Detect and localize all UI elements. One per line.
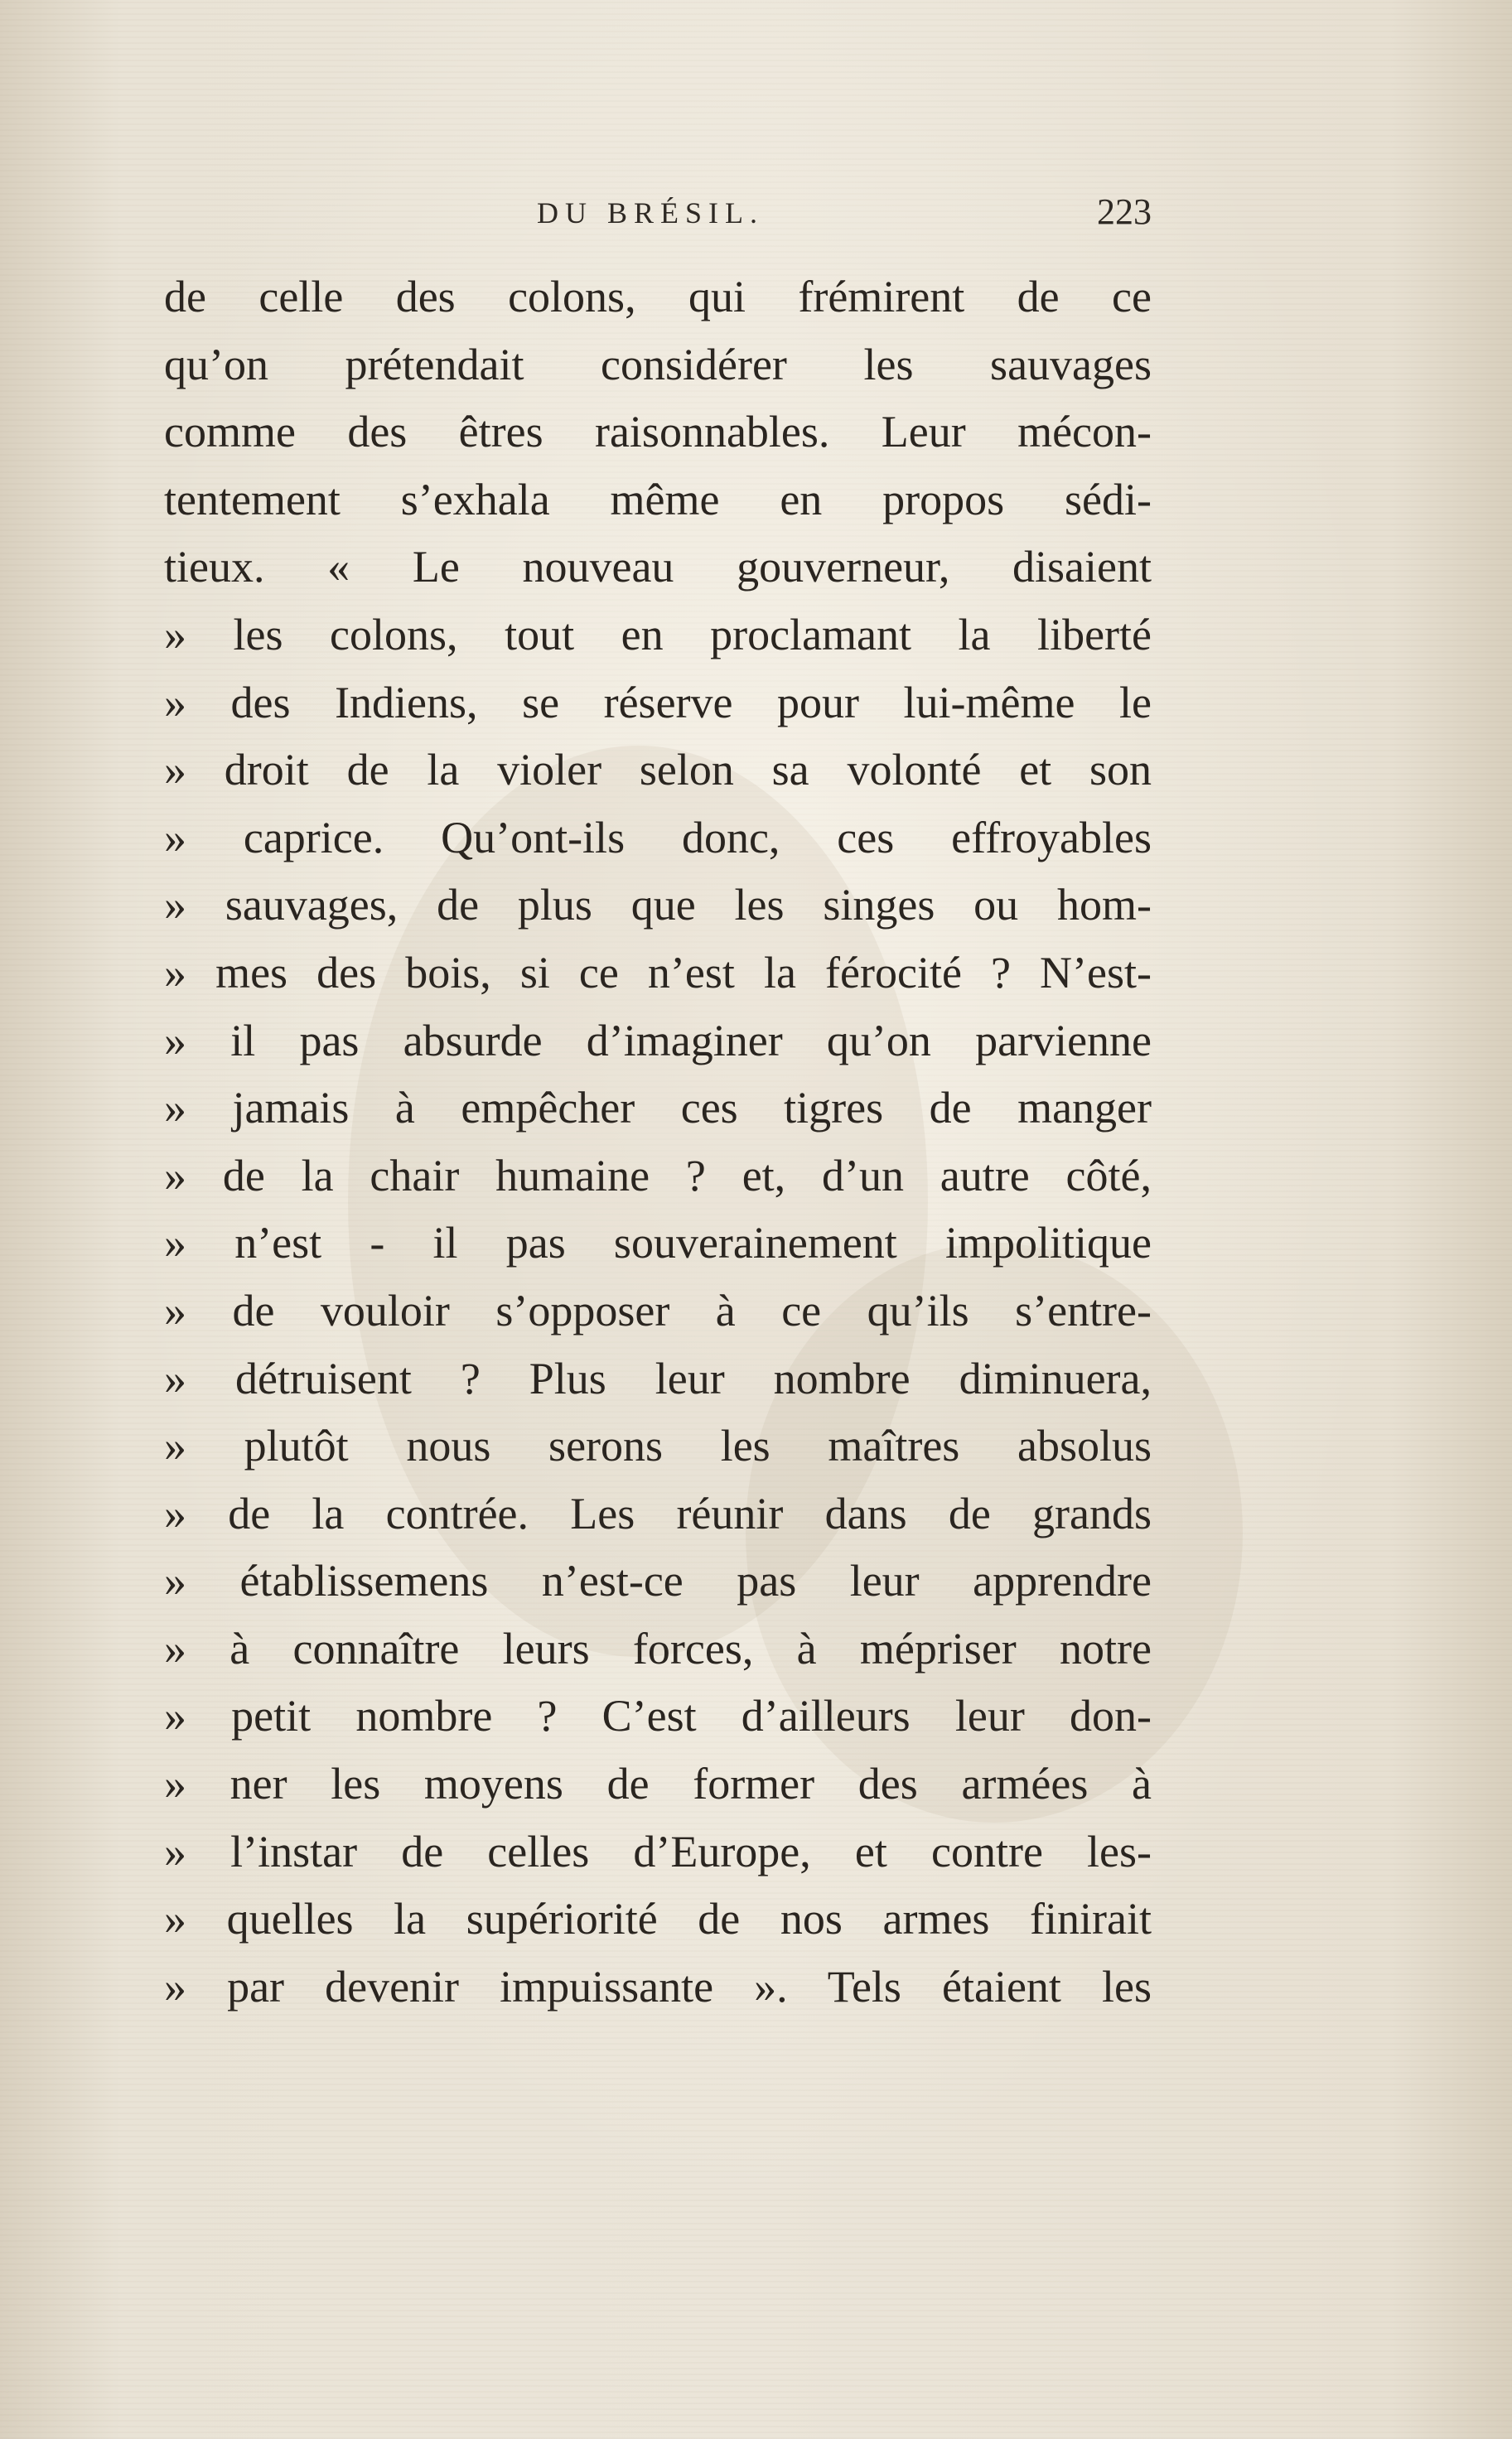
text-line: » quelles la supériorité de nos armes finirait (164, 1894, 1152, 1944)
text-line: » petit nombre ? C’est d’ailleurs leur don- (164, 1691, 1152, 1741)
text-line: » plutôt nous serons les maîtres absolus (164, 1421, 1152, 1471)
text-line: tieux. « Le nouveau gouverneur, disaient (164, 542, 1152, 592)
text-line: » mes des bois, si ce n’est la férocité ? N’est- (164, 947, 1152, 997)
page-header (164, 191, 1152, 245)
text-line: » caprice. Qu’ont-ils donc, ces effroyables (164, 812, 1152, 862)
text-line: » ner les moyens de former des armées à (164, 1759, 1152, 1809)
page-number: 223 (1097, 191, 1152, 232)
text-line: » de vouloir s’opposer à ce qu’ils s’entre- (164, 1285, 1152, 1335)
text-line: » l’instar de celles d’Europe, et contre les- (164, 1826, 1152, 1876)
body-text (164, 263, 1152, 2021)
text-line: qu’on prétendait considérer les sauvages (164, 339, 1152, 389)
text-line: » à connaître leurs forces, à mépriser notre (164, 1623, 1152, 1673)
running-head: DU BRÉSIL. (537, 196, 765, 229)
text-line: » sauvages, de plus que les singes ou hom- (164, 880, 1152, 930)
text-line: » les colons, tout en proclamant la liberté (164, 609, 1152, 659)
text-line: tentement s’exhala même en propos sédi- (164, 474, 1152, 524)
text-line: comme des êtres raisonnables. Leur mécon- (164, 407, 1152, 457)
text-line: » détruisent ? Plus leur nombre diminuera, (164, 1353, 1152, 1403)
text-line: » de la chair humaine ? et, d’un autre côté, (164, 1150, 1152, 1200)
text-line: » par devenir impuissante ». Tels étaient les (164, 1961, 1152, 2012)
text-line: » droit de la violer selon sa volonté et son (164, 745, 1152, 795)
text-line: » de la contrée. Les réunir dans de grands (164, 1488, 1152, 1538)
text-line: » établissemens n’est-ce pas leur apprendre (164, 1556, 1152, 1606)
text-line: » il pas absurde d’imaginer qu’on parvienne (164, 1015, 1152, 1065)
text-line: » des Indiens, se réserve pour lui-même le (164, 677, 1152, 727)
text-line: de celle des colons, qui frémirent de ce (164, 272, 1152, 321)
text-line: » n’est - il pas souverainement impolitique (164, 1218, 1152, 1268)
text-line: » jamais à empêcher ces tigres de manger (164, 1083, 1152, 1133)
